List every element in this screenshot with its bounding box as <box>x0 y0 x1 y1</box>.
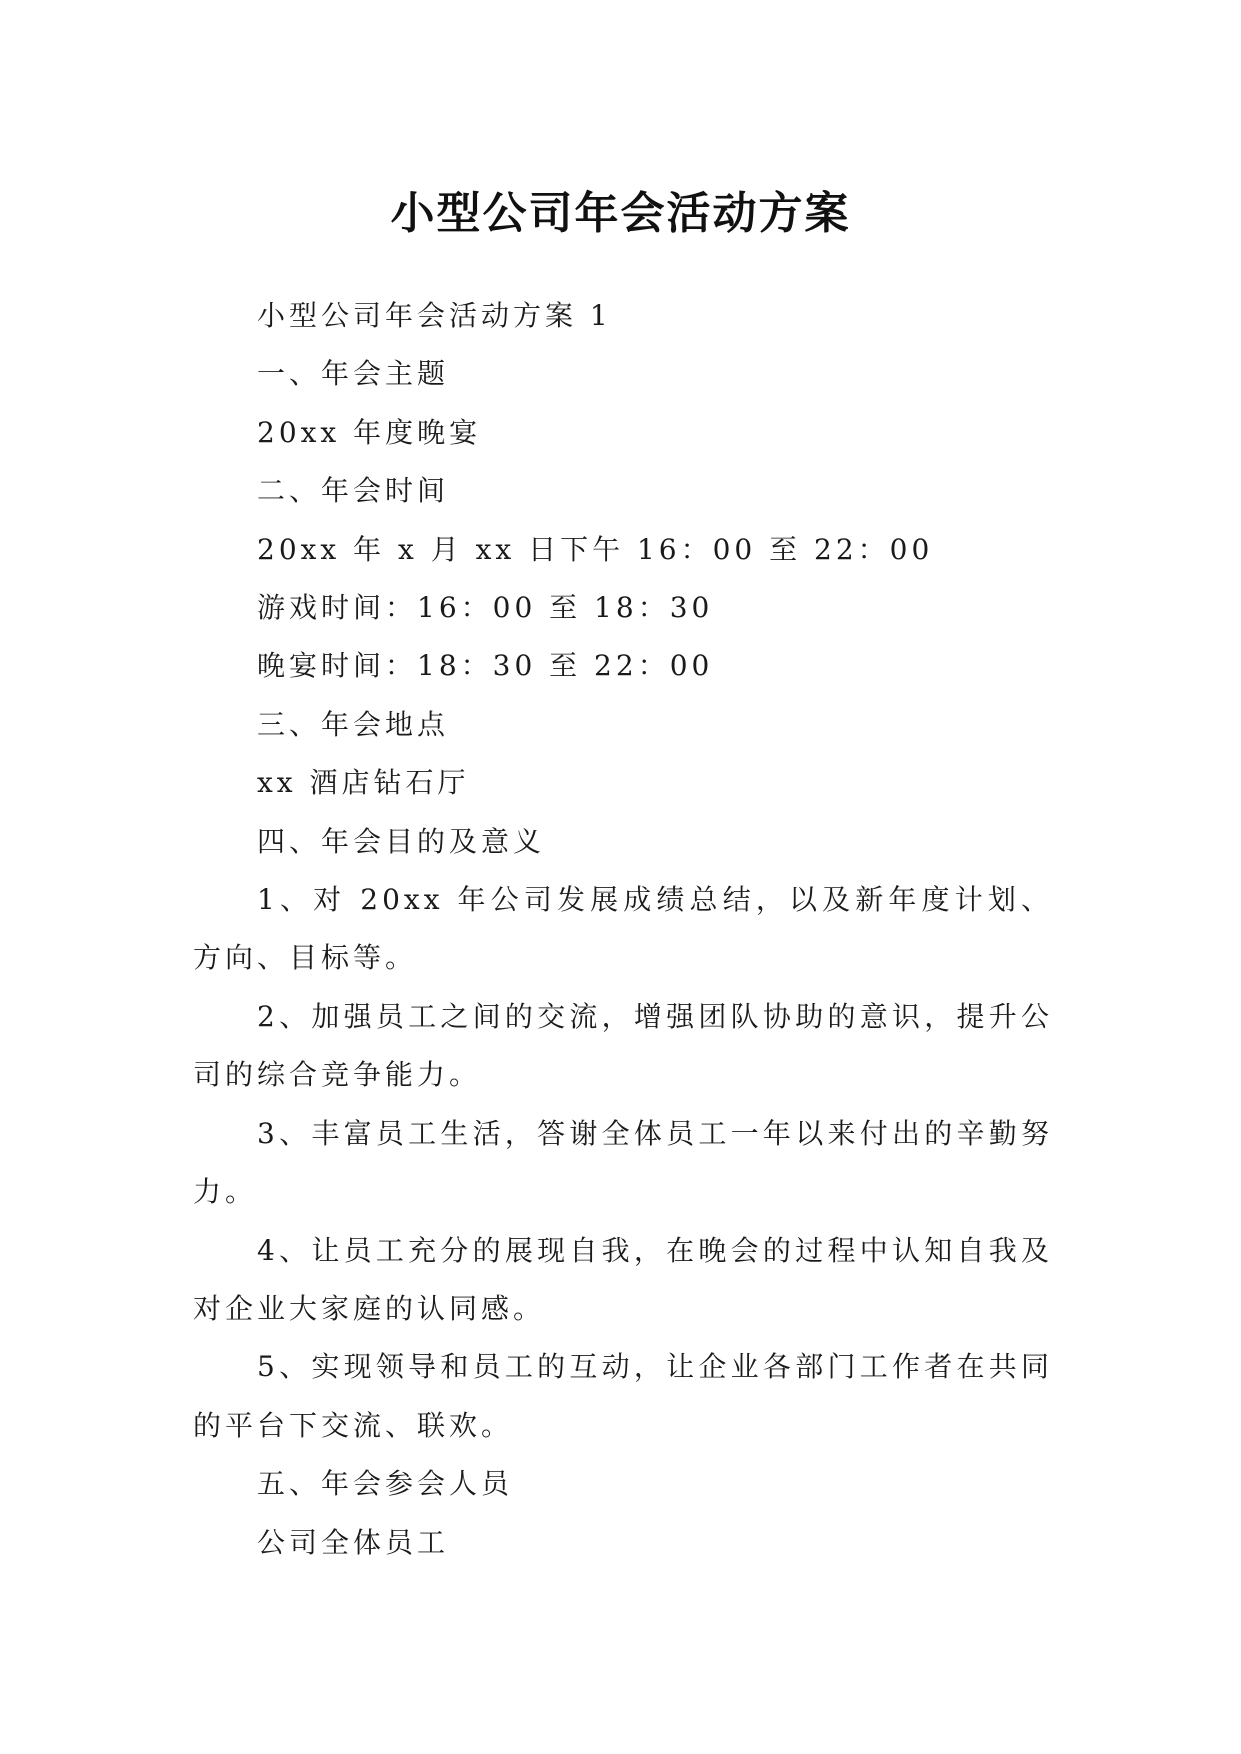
section-heading-location: 三、年会地点 <box>257 707 450 741</box>
attendees-text: 公司全体员工 <box>257 1525 450 1559</box>
theme-text: 20xx 年度晚宴 <box>257 415 482 449</box>
document-body <box>193 287 1053 1572</box>
game-time-text: 游戏时间：16：00 至 18：30 <box>257 591 714 625</box>
banquet-time-text: 晚宴时间：18：30 至 22：00 <box>257 649 714 683</box>
purpose-item-3: 3、丰富员工生活，答谢全体员工一年以来付出的辛勤努力。 <box>193 1116 1053 1209</box>
time-text: 20xx 年 x 月 xx 日下午 16：00 至 22：00 <box>257 532 934 566</box>
purpose-item-4: 4、让员工充分的展现自我，在晚会的过程中认知自我及对企业大家庭的认同感。 <box>193 1233 1053 1325</box>
section-heading-purpose: 四、年会目的及意义 <box>257 824 546 858</box>
section-heading-theme: 一、年会主题 <box>257 357 450 391</box>
purpose-item-5: 5、实现领导和员工的互动，让企业各部门工作者在共同的平台下交流、联欢。 <box>193 1350 1053 1442</box>
document-title: 小型公司年会活动方案 <box>390 188 851 240</box>
purpose-item-2: 2、加强员工之间的交流，增强团队协助的意识，提升公司的综合竞争能力。 <box>193 999 1053 1092</box>
section-heading-plan-1: 小型公司年会活动方案 1 <box>257 299 612 332</box>
purpose-item-1: 1、对 20xx 年公司发展成绩总结，以及新年度计划、方向、目标等。 <box>193 883 1053 975</box>
location-text: xx 酒店钻石厅 <box>257 766 470 800</box>
section-heading-time: 二、年会时间 <box>257 474 450 508</box>
section-heading-attendees: 五、年会参会人员 <box>257 1467 514 1501</box>
